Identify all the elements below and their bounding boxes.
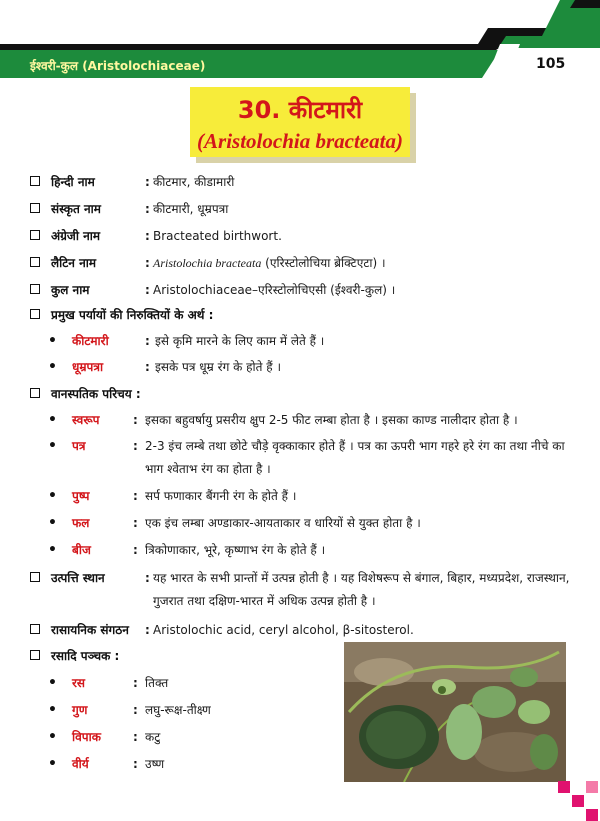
- page-title: 30. कीटमारी: [237, 96, 363, 124]
- term-label: विपाक: [72, 730, 101, 744]
- row-value: कीटमारी, धूम्रपत्रा: [153, 202, 229, 216]
- checkbox-icon: [30, 650, 40, 660]
- term-value: कटु: [145, 730, 161, 744]
- page-header: [0, 0, 600, 80]
- row-value: Aristolochiaceae–एरिस्टोलोचिएसी (ईश्वरी-कुल) ।: [153, 283, 396, 297]
- scientific-name: (Aristolochia bracteata): [197, 129, 403, 153]
- term-label: फल: [72, 516, 90, 530]
- corner-decoration: [540, 781, 600, 821]
- term-description: 2-3 इंच लम्बे तथा छोटे चौड़े वृक्काकार होते हैं । पत्र का ऊपरी भाग गहरे हरे रंग का तथा नीचे का भाग श्वेताभ रंग का होता है ।: [145, 439, 565, 476]
- bullet-icon: •: [48, 412, 57, 428]
- term-description: सर्प फणाकार बैंगनी रंग के होते हैं ।: [145, 489, 297, 503]
- term-description: एक इंच लम्बा अण्डाकार-आयताकार व धारियों से युक्त होता है ।: [145, 516, 421, 530]
- bullet-icon: •: [48, 756, 57, 772]
- checkbox-icon: [30, 176, 40, 186]
- term-description: इसका बहुवर्षायु प्रसरीय क्षुप 2-5 फीट लम्बा होता है । इसका काण्ड नालीदार होता है ।: [145, 413, 518, 427]
- checkbox-icon: [30, 284, 40, 294]
- section-heading: रसादि पञ्चक :: [51, 649, 120, 663]
- term-value: उष्ण: [145, 757, 165, 771]
- page-number: 105: [536, 56, 566, 72]
- row-label: हिन्दी नाम: [51, 175, 95, 189]
- term-label: बीज: [72, 543, 91, 557]
- section-heading: वानस्पतिक परिचय :: [51, 387, 141, 401]
- checkbox-icon: [30, 624, 40, 634]
- term-description: त्रिकोणाकार, भूरे, कृष्णाभ रंग के होते हैं ।: [145, 543, 326, 557]
- checkbox-icon: [30, 203, 40, 213]
- row-value: [153, 255, 386, 271]
- bullet-icon: •: [48, 729, 57, 745]
- term-label: धूम्रपत्रा: [72, 360, 104, 374]
- term-label: कीटमारी: [72, 334, 109, 348]
- row-label: लैटिन नाम: [51, 256, 97, 270]
- bullet-icon: •: [48, 675, 57, 691]
- row-value: Bracteated birthwort.: [153, 229, 282, 243]
- term-meaning: इसके पत्र धूम्र रंग के होते हैं ।: [155, 360, 282, 374]
- checkbox-icon: [30, 257, 40, 267]
- section-heading: प्रमुख पर्यायों की निरुक्तियों के अर्थ :: [51, 308, 214, 322]
- row-label: रासायनिक संगठन: [51, 623, 129, 637]
- checkbox-icon: [30, 230, 40, 240]
- family-label: ईश्वरी-कुल (Aristolochiaceae): [30, 59, 206, 73]
- bullet-icon: •: [48, 359, 57, 375]
- term-label: रस: [72, 676, 86, 690]
- row-value: Aristolochic acid, ceryl alcohol, β-sitosterol.: [153, 623, 414, 637]
- term-label: पुष्प: [72, 489, 90, 503]
- term-label: वीर्य: [72, 757, 89, 771]
- term-label: गुण: [72, 703, 88, 717]
- latin-name: Aristolochia bracteata: [153, 256, 262, 270]
- bullet-icon: •: [48, 515, 57, 531]
- plant-photo: [344, 642, 566, 782]
- row-value: कीटमार, कीडामारी: [153, 175, 235, 189]
- term-value: तिक्त: [145, 676, 169, 690]
- checkbox-icon: [30, 572, 40, 582]
- checkbox-icon: [30, 388, 40, 398]
- term-value: लघु-रूक्ष-तीक्ष्ण: [145, 703, 211, 717]
- row-label: कुल नाम: [51, 283, 90, 297]
- bullet-icon: •: [48, 488, 57, 504]
- bullet-icon: •: [48, 333, 57, 349]
- term-label: पत्र: [72, 439, 86, 453]
- bullet-icon: •: [48, 542, 57, 558]
- title-box: [190, 87, 410, 157]
- row-label: उत्पत्ति स्थान: [51, 571, 105, 585]
- term-label: स्वरूप: [72, 413, 100, 427]
- row-value: यह भारत के सभी प्रान्तों में उत्पन्न होती है । यह विशेषरूप से बंगाल, बिहार, मध्यप्रदेश, राजस्थान, गुजरात तथा दक्षिण-भारत में अधिक उत्पन्न होती है ।: [153, 571, 570, 608]
- bullet-icon: •: [48, 438, 57, 454]
- latin-transliteration: (एरिस्टोलोचिया ब्रेक्टिएटा) ।: [261, 256, 386, 270]
- row-label: संस्कृत नाम: [51, 202, 101, 216]
- checkbox-icon: [30, 309, 40, 319]
- bullet-icon: •: [48, 702, 57, 718]
- term-meaning: इसे कृमि मारने के लिए काम में लेते हैं ।: [155, 334, 325, 348]
- row-label: अंग्रेजी नाम: [51, 229, 101, 243]
